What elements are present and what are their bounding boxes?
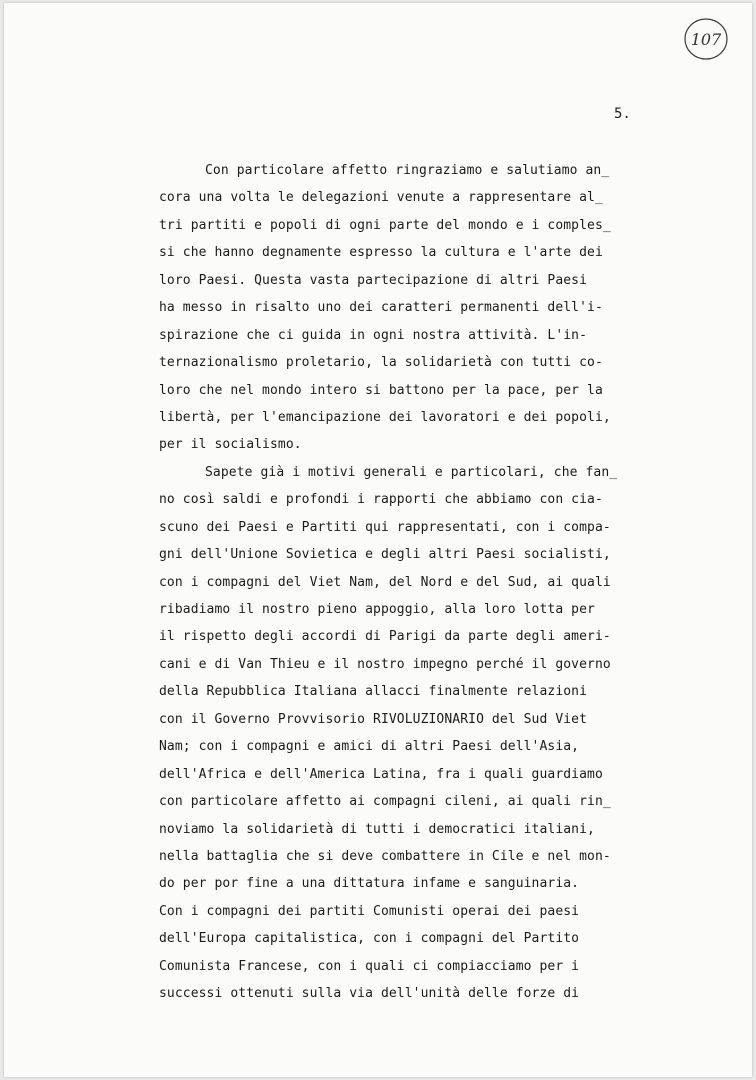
text-line: Sapete già i motivi generali e particolari, che fan_ (205, 464, 618, 480)
text-line: ternazionalismo proletario, la solidarietà con tutti co- (159, 355, 603, 371)
text-line: noviamo la solidarietà di tutti i democratici italiani, (159, 821, 595, 837)
page-number: 5. (614, 106, 631, 122)
text-line: dell'Africa e dell'America Latina, fra i quali guardiamo (159, 766, 603, 782)
text-line: Con i compagni dei partiti Comunisti operai dei paesi (159, 903, 580, 919)
stamp-number: 107 (690, 30, 722, 49)
text-line: il rispetto degli accordi di Parigi da parte degli ameri- (159, 629, 611, 645)
text-line: con il Governo Provvisorio RIVOLUZIONARIO del Sud Viet (159, 711, 588, 727)
text-line: della Repubblica Italiana allacci finalmente relazioni (159, 684, 588, 700)
text-line: dell'Europa capitalistica, con i compagni del Partito (159, 931, 580, 947)
text-line: loro che nel mondo intero si battono per la pace, per la (159, 382, 603, 398)
text-line: libertà, per l'emancipazione dei lavoratori e dei popoli, (159, 409, 611, 425)
text-line: cani e di Van Thieu e il nostro impegno perché il governo (159, 656, 611, 672)
document-page (4, 3, 752, 1077)
text-line: Con particolare affetto ringraziamo e salutiamo an_ (205, 163, 610, 178)
text-line: do per por fine a una dittatura infame e sanguinaria. (159, 876, 580, 892)
text-line: ha messo in risalto uno dei caratteri permanenti dell'i- (159, 300, 603, 316)
text-line: Nam; con i compagni e amici di altri Paesi dell'Asia, (159, 739, 580, 755)
text-line: si che hanno degnamente espresso la cultura e l'arte dei (159, 245, 603, 261)
letter-body (159, 157, 699, 1008)
text-line: con particolare affetto ai compagni cileni, ai quali rin_ (159, 794, 611, 810)
text-line: con i compagni del Viet Nam, del Nord e del Sud, ai quali (159, 574, 611, 590)
text-line: ribadiamo il nostro pieno appoggio, alla loro lotta per (159, 602, 595, 617)
text-line: scuno dei Paesi e Partiti qui rappresentati, con i compa- (159, 519, 611, 535)
text-line: gni dell'Unione Sovietica e degli altri Paesi socialisti, (159, 547, 611, 563)
text-line: loro Paesi. Questa vasta partecipazione di altri Paesi (159, 272, 588, 288)
text-line: no così saldi e profondi i rapporti che abbiamo con cia- (159, 492, 603, 508)
text-line: tri partiti e popoli di ogni parte del mondo e i comples_ (159, 217, 611, 233)
text-line: successi ottenuti sulla via dell'unità delle forze di (159, 986, 580, 1002)
text-line: nella battaglia che si deve combattere in Cile e nel mon- (159, 848, 611, 864)
text-line: spirazione che ci guida in ogni nostra attività. L'in- (159, 327, 588, 343)
text-line: cora una volta le delegazioni venute a rappresentare al_ (159, 190, 603, 206)
text-line: per il socialismo. (159, 437, 302, 453)
page-number-stamp (682, 15, 730, 63)
paragraph (159, 459, 699, 1008)
paragraph (159, 157, 699, 459)
text-line: Comunista Francese, con i quali ci compiacciamo per i (159, 958, 580, 974)
